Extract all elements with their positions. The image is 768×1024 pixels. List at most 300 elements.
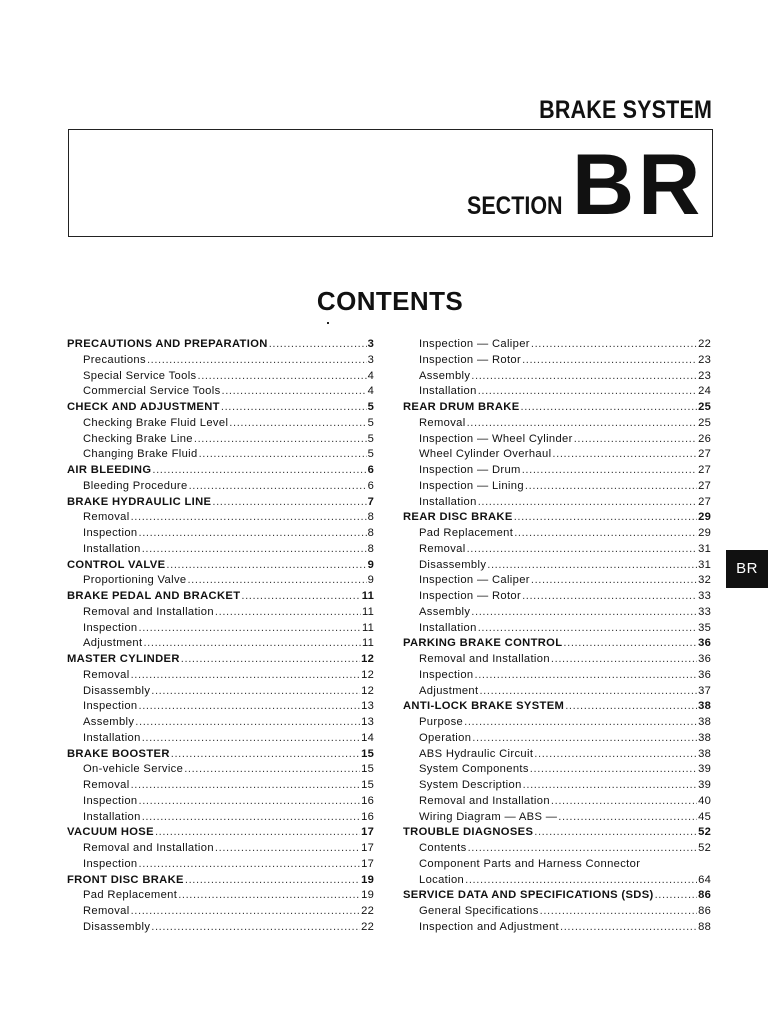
toc-dot-leader (467, 416, 698, 432)
toc-entry-title: Pad Replacement (419, 527, 514, 539)
toc-entry-title: Inspection (83, 857, 138, 870)
toc-subentry[interactable] (403, 747, 711, 763)
toc-entry-title: BRAKE HYDRAULIC LINE (67, 495, 212, 508)
toc-page-number: 40 (698, 794, 711, 807)
toc-entry-title: Inspection (83, 621, 138, 634)
toc-subentry[interactable] (67, 621, 374, 637)
toc-section-entry[interactable] (67, 589, 374, 605)
toc-entry-title: Inspection — Caliper (419, 574, 530, 587)
toc-subentry[interactable] (403, 542, 711, 558)
toc-section-entry[interactable] (403, 699, 711, 715)
toc-entry-title: System Components (419, 763, 529, 776)
section-label: SECTION (467, 192, 563, 220)
toc-entry-title: ANTI-LOCK BRAKE SYSTEM (403, 700, 565, 713)
toc-subentry[interactable] (403, 857, 711, 873)
toc-dot-leader (151, 684, 360, 700)
toc-subentry[interactable] (67, 920, 374, 936)
toc-dot-leader (464, 715, 697, 731)
toc-entry-title: Pad Replacement (83, 889, 178, 902)
toc-entry-title: REAR DISC BRAKE (403, 511, 513, 524)
toc-dot-leader (467, 542, 698, 558)
toc-dot-leader (139, 526, 367, 542)
toc-subentry[interactable] (67, 810, 374, 826)
toc-section-entry[interactable] (67, 825, 374, 841)
toc-dot-leader (131, 778, 361, 794)
toc-entry-title: Disassembly (419, 558, 487, 571)
toc-entry-title: Inspection (83, 527, 138, 539)
toc-page-number: 13 (361, 700, 374, 713)
toc-subentry[interactable] (403, 652, 711, 668)
toc-entry-title: PARKING BRAKE CONTROL (403, 637, 563, 650)
toc-section-entry[interactable] (67, 400, 374, 416)
toc-page-number: 27 (698, 448, 711, 461)
toc-entry-title: Proportioning Valve (83, 574, 187, 587)
toc-dot-leader (478, 495, 697, 511)
toc-page-number: 9 (367, 574, 374, 587)
toc-page-number: 15 (361, 779, 374, 791)
toc-entry-title: VACUUM HOSE (67, 826, 154, 839)
toc-page-number: 7 (367, 495, 374, 508)
toc-entry-title: Adjustment (83, 637, 143, 650)
toc-subentry[interactable] (403, 715, 711, 731)
toc-entry-title: Installation (419, 621, 477, 634)
toc-page-number: 22 (698, 338, 711, 350)
toc-page-number: 52 (698, 842, 711, 854)
toc-dot-leader (574, 432, 697, 448)
toc-dot-leader (155, 825, 360, 841)
toc-entry-title: Removal (419, 416, 466, 429)
toc-entry-title: REAR DRUM BRAKE (403, 401, 520, 413)
toc-entry-title: CONTROL VALVE (67, 558, 166, 571)
toc-entry-title: Assembly (83, 716, 135, 728)
toc-entry-title: Removal and Installation (83, 842, 214, 854)
contents-heading: CONTENTS (316, 286, 464, 316)
toc-subentry[interactable] (67, 636, 374, 652)
toc-dot-leader (185, 873, 360, 889)
toc-dot-leader (139, 857, 361, 873)
toc-dot-leader (212, 495, 366, 511)
toc-entry-title: Removal (83, 905, 130, 917)
toc-entry-title: Installation (83, 810, 141, 823)
toc-page-number: 52 (698, 826, 711, 839)
toc-page-number: 39 (698, 779, 711, 791)
toc-page-number: 33 (698, 605, 711, 618)
toc-page-number: 33 (698, 590, 711, 602)
toc-subentry[interactable] (403, 416, 711, 432)
toc-page-number: 12 (361, 684, 374, 697)
toc-subentry[interactable] (403, 778, 711, 794)
toc-page-number: 9 (367, 558, 374, 571)
toc-page-number: 4 (367, 369, 374, 382)
toc-dot-leader (142, 731, 360, 747)
toc-dot-leader (171, 747, 360, 763)
toc-dot-leader (514, 526, 697, 542)
toc-dot-leader (215, 605, 361, 621)
toc-dot-leader (478, 621, 697, 637)
toc-subentry[interactable] (403, 920, 711, 936)
toc-subentry[interactable] (67, 432, 374, 448)
toc-entry-title: Inspection — Wheel Cylinder (419, 432, 573, 445)
toc-page-number: 29 (698, 527, 711, 539)
section-code: BR (572, 137, 705, 233)
toc-subentry[interactable] (403, 463, 711, 479)
toc-entry-title: Inspection (83, 794, 138, 807)
toc-dot-leader (655, 888, 698, 904)
toc-entry-title: Inspection — Rotor (419, 353, 522, 366)
toc-page-number: 8 (367, 542, 374, 555)
toc-subentry[interactable] (67, 384, 374, 400)
toc-page-number: 16 (361, 794, 374, 807)
toc-page-number: 45 (698, 810, 711, 823)
toc-dot-leader (563, 636, 697, 652)
toc-page-number: 23 (698, 369, 711, 382)
toc-dot-leader (514, 510, 697, 526)
toc-dot-leader (551, 652, 697, 668)
toc-dot-leader (468, 841, 698, 857)
toc-entry-title: Purpose (419, 716, 464, 728)
toc-dot-leader (540, 904, 698, 920)
toc-dot-leader (215, 841, 360, 857)
toc-page-number: 23 (698, 353, 711, 366)
toc-subentry[interactable] (67, 794, 374, 810)
toc-subentry[interactable] (403, 384, 711, 400)
toc-dot-leader (139, 621, 361, 637)
toc-dot-leader (241, 589, 360, 605)
toc-page-number: 13 (361, 716, 374, 728)
toc-entry-title: Installation (83, 542, 141, 555)
toc-entry-title: Installation (419, 495, 477, 508)
toc-page-number: 38 (698, 747, 711, 760)
toc-dot-leader (166, 558, 366, 574)
toc-subentry[interactable] (67, 510, 374, 526)
toc-page-number: 86 (698, 905, 711, 917)
toc-entry-title: Wiring Diagram — ABS — (419, 810, 558, 823)
toc-entry-title: Inspection (419, 668, 474, 681)
toc-subentry[interactable] (403, 337, 711, 353)
toc-entry-title: Removal (83, 779, 130, 791)
toc-page-number: 5 (367, 401, 374, 413)
toc-page-number: 36 (698, 637, 711, 650)
toc-page-number: 12 (361, 668, 374, 681)
toc-page-number: 11 (361, 637, 374, 650)
toc-dot-leader (478, 384, 697, 400)
toc-subentry[interactable] (403, 841, 711, 857)
toc-entry-title: Inspection — Rotor (419, 590, 522, 602)
toc-page-number: 64 (698, 873, 711, 886)
toc-subentry[interactable] (67, 699, 374, 715)
toc-page-number: 25 (698, 401, 711, 413)
toc-entry-title: Removal (419, 542, 466, 555)
toc-section-entry[interactable] (403, 400, 711, 416)
toc-dot-leader (131, 668, 361, 684)
toc-dot-leader (139, 794, 361, 810)
toc-subentry[interactable] (67, 447, 374, 463)
toc-entry-title: Precautions (83, 353, 146, 366)
toc-page-number: 19 (361, 873, 374, 886)
toc-entry-title: Wheel Cylinder Overhaul (419, 448, 552, 461)
toc-page-number: 3 (367, 338, 374, 350)
toc-page-number: 27 (698, 479, 711, 492)
toc-page-number: 24 (698, 385, 711, 398)
toc-page-number: 8 (367, 511, 374, 524)
toc-subentry[interactable] (67, 369, 374, 385)
toc-subentry[interactable] (403, 495, 711, 511)
toc-page-number: 5 (367, 416, 374, 429)
toc-dot-leader (178, 888, 360, 904)
toc-page-number: 27 (698, 495, 711, 508)
toc-subentry[interactable] (67, 479, 374, 495)
toc-entry-title: MASTER CYLINDER (67, 653, 180, 665)
toc-dot-leader (534, 747, 697, 763)
toc-subentry[interactable] (403, 684, 711, 700)
toc-entry-title: Removal and Installation (419, 794, 550, 807)
toc-page-number: 15 (361, 763, 374, 776)
toc-dot-leader (523, 778, 697, 794)
toc-page-number: 8 (367, 527, 374, 539)
toc-subentry[interactable] (403, 762, 711, 778)
toc-dot-leader (525, 479, 697, 495)
toc-dot-leader (131, 510, 367, 526)
toc-dot-leader (487, 558, 697, 574)
section-side-tab[interactable]: BR (726, 550, 768, 588)
toc-dot-leader (229, 416, 366, 432)
toc-section-entry[interactable] (67, 495, 374, 511)
toc-entry-title: Adjustment (419, 684, 479, 697)
toc-subentry[interactable] (403, 432, 711, 448)
toc-dot-leader (552, 447, 697, 463)
toc-dot-leader (534, 825, 697, 841)
toc-dot-leader (189, 479, 367, 495)
toc-subentry[interactable] (403, 794, 711, 810)
page-title: BRAKE SYSTEM (539, 96, 712, 124)
toc-entry-title: Disassembly (83, 920, 151, 933)
toc-subentry[interactable] (403, 668, 711, 684)
toc-dot-leader (531, 337, 697, 353)
toc-left-column (67, 337, 374, 936)
toc-entry-title: System Description (419, 779, 522, 791)
toc-dot-leader (465, 873, 697, 889)
toc-section-entry[interactable] (67, 747, 374, 763)
toc-section-entry[interactable] (67, 873, 374, 889)
toc-subentry[interactable] (67, 841, 374, 857)
toc-subentry[interactable] (67, 353, 374, 369)
toc-subentry[interactable] (403, 558, 711, 574)
toc-dot-leader (151, 920, 360, 936)
toc-dot-leader (471, 605, 697, 621)
toc-page-number: 35 (698, 621, 711, 634)
toc-entry-title: Commercial Service Tools (83, 385, 221, 398)
toc-dot-leader (139, 699, 361, 715)
toc-entry-title: Changing Brake Fluid (83, 448, 198, 461)
toc-dot-leader (560, 920, 697, 936)
toc-dot-leader (472, 731, 697, 747)
toc-dot-leader (565, 699, 697, 715)
toc-subentry[interactable] (67, 888, 374, 904)
toc-dot-leader (551, 794, 697, 810)
toc-page-number: 17 (361, 826, 374, 839)
toc-page-number: 17 (361, 842, 374, 854)
toc-subentry[interactable] (403, 573, 711, 589)
toc-entry-title: Inspection — Lining (419, 479, 524, 492)
toc-entry-title: Removal (83, 511, 130, 524)
toc-subentry[interactable] (67, 526, 374, 542)
toc-dot-leader (142, 542, 367, 558)
toc-dot-leader (187, 573, 366, 589)
toc-dot-leader (184, 762, 360, 778)
toc-page-number: 31 (698, 558, 711, 571)
toc-page-number: 27 (698, 464, 711, 476)
toc-page-number: 37 (698, 684, 711, 697)
toc-dot-leader (221, 400, 367, 416)
toc-page-number: 17 (361, 857, 374, 870)
toc-subentry[interactable] (67, 573, 374, 589)
toc-subentry[interactable] (403, 447, 711, 463)
toc-dot-leader (222, 384, 367, 400)
toc-page-number: 36 (698, 668, 711, 681)
toc-subentry[interactable] (403, 369, 711, 385)
toc-page-number: 4 (367, 385, 374, 398)
toc-entry-title: SERVICE DATA AND SPECIFICATIONS (SDS) (403, 889, 654, 902)
toc-entry-title: TROUBLE DIAGNOSES (403, 826, 534, 839)
toc-dot-leader (199, 447, 367, 463)
toc-subentry[interactable] (403, 731, 711, 747)
toc-subentry[interactable] (67, 684, 374, 700)
toc-entry-title: Location (419, 873, 465, 886)
toc-subentry[interactable] (67, 605, 374, 621)
toc-subentry[interactable] (403, 605, 711, 621)
toc-page-number: 16 (361, 810, 374, 823)
toc-dot-leader (522, 463, 697, 479)
toc-entry-title: BRAKE BOOSTER (67, 747, 170, 760)
toc-dot-leader (181, 652, 360, 668)
toc-page-number: 12 (361, 653, 374, 665)
toc-page-number: 38 (698, 700, 711, 713)
toc-page-number: 36 (698, 653, 711, 665)
toc-entry-title: Inspection — Caliper (419, 338, 530, 350)
toc-entry-title: Component Parts and Harness Connector (419, 857, 641, 870)
toc-page-number: 22 (361, 905, 374, 917)
toc-entry-title: Assembly (419, 369, 471, 382)
toc-dot-leader (135, 715, 360, 731)
toc-section-entry[interactable] (67, 463, 374, 479)
toc-section-entry[interactable] (403, 825, 711, 841)
toc-section-entry[interactable] (67, 337, 374, 353)
toc-page-number: 22 (361, 920, 374, 933)
toc-entry-title: On-vehicle Service (83, 763, 184, 776)
toc-entry-title: Special Service Tools (83, 369, 197, 382)
toc-page-number: 5 (367, 448, 374, 461)
toc-dot-leader (152, 463, 366, 479)
toc-page-number: 11 (361, 590, 374, 602)
toc-page-number: 19 (361, 889, 374, 902)
toc-subentry[interactable] (67, 904, 374, 920)
toc-dot-leader (147, 353, 367, 369)
toc-entry-title: CHECK AND ADJUSTMENT (67, 401, 220, 413)
toc-dot-leader (142, 810, 360, 826)
toc-subentry[interactable] (403, 621, 711, 637)
toc-page-number: 32 (698, 574, 711, 587)
toc-section-entry[interactable] (403, 510, 711, 526)
toc-right-column (403, 337, 711, 936)
toc-subentry[interactable] (403, 873, 711, 889)
toc-entry-title: Contents (419, 842, 467, 854)
toc-subentry[interactable] (403, 904, 711, 920)
toc-entry-title: Inspection (83, 700, 138, 713)
toc-subentry[interactable] (67, 857, 374, 873)
toc-subentry[interactable] (403, 479, 711, 495)
toc-page-number: 6 (367, 479, 374, 492)
toc-subentry[interactable] (67, 542, 374, 558)
toc-entry-title: Bleeding Procedure (83, 479, 188, 492)
toc-entry-title: Checking Brake Fluid Level (83, 416, 229, 429)
toc-subentry[interactable] (403, 810, 711, 826)
toc-page-number: 25 (698, 416, 711, 429)
toc-section-entry[interactable] (403, 636, 711, 652)
toc-subentry[interactable] (67, 668, 374, 684)
toc-entry-title: AIR BLEEDING (67, 464, 152, 476)
toc-entry-title: ABS Hydraulic Circuit (419, 747, 534, 760)
toc-entry-title: General Specifications (419, 905, 539, 917)
toc-subentry[interactable] (67, 715, 374, 731)
toc-subentry[interactable] (67, 762, 374, 778)
toc-dot-leader (522, 589, 697, 605)
toc-entry-title: PRECAUTIONS AND PREPARATION (67, 338, 268, 350)
toc-page-number: 6 (367, 464, 374, 476)
toc-dot-leader (471, 369, 697, 385)
toc-page-number: 29 (698, 511, 711, 524)
toc-page-number: 5 (367, 432, 374, 445)
toc-entry-title: FRONT DISC BRAKE (67, 873, 184, 886)
toc-page-number: 31 (698, 542, 711, 555)
toc-entry-title: Inspection — Drum (419, 464, 521, 476)
toc-page-number: 86 (698, 889, 711, 902)
toc-section-entry[interactable] (67, 558, 374, 574)
toc-page-number: 11 (361, 621, 374, 634)
toc-entry-title: Removal (83, 668, 130, 681)
toc-dot-leader (530, 762, 697, 778)
toc-dot-leader (269, 337, 367, 353)
toc-section-entry[interactable] (67, 652, 374, 668)
toc-subentry[interactable] (67, 416, 374, 432)
toc-entry-title: Removal and Installation (419, 653, 550, 665)
toc-entry-title: Checking Brake Line (83, 432, 193, 445)
toc-page-number: 26 (698, 432, 711, 445)
toc-subentry[interactable] (67, 778, 374, 794)
toc-page-number: 14 (361, 731, 374, 744)
toc-page-number: 38 (698, 716, 711, 728)
toc-entry-title: Disassembly (83, 684, 151, 697)
print-speck (327, 322, 329, 324)
toc-subentry[interactable] (403, 353, 711, 369)
toc-page-number: 88 (698, 920, 711, 933)
toc-subentry[interactable] (403, 526, 711, 542)
toc-dot-leader (521, 400, 698, 416)
toc-entry-title: Inspection and Adjustment (419, 920, 559, 933)
toc-entry-title: Operation (419, 731, 472, 744)
toc-entry-title: Removal and Installation (83, 605, 214, 618)
toc-dot-leader (475, 668, 698, 684)
toc-section-entry[interactable] (403, 888, 711, 904)
toc-entry-title: BRAKE PEDAL AND BRACKET (67, 590, 241, 602)
toc-page-number: 3 (367, 353, 374, 366)
toc-subentry[interactable] (67, 731, 374, 747)
toc-dot-leader (479, 684, 697, 700)
toc-dot-leader (131, 904, 361, 920)
toc-entry-title: Installation (419, 385, 477, 398)
toc-entry-title: Assembly (419, 605, 471, 618)
toc-page-number: 15 (361, 747, 374, 760)
toc-subentry[interactable] (403, 589, 711, 605)
